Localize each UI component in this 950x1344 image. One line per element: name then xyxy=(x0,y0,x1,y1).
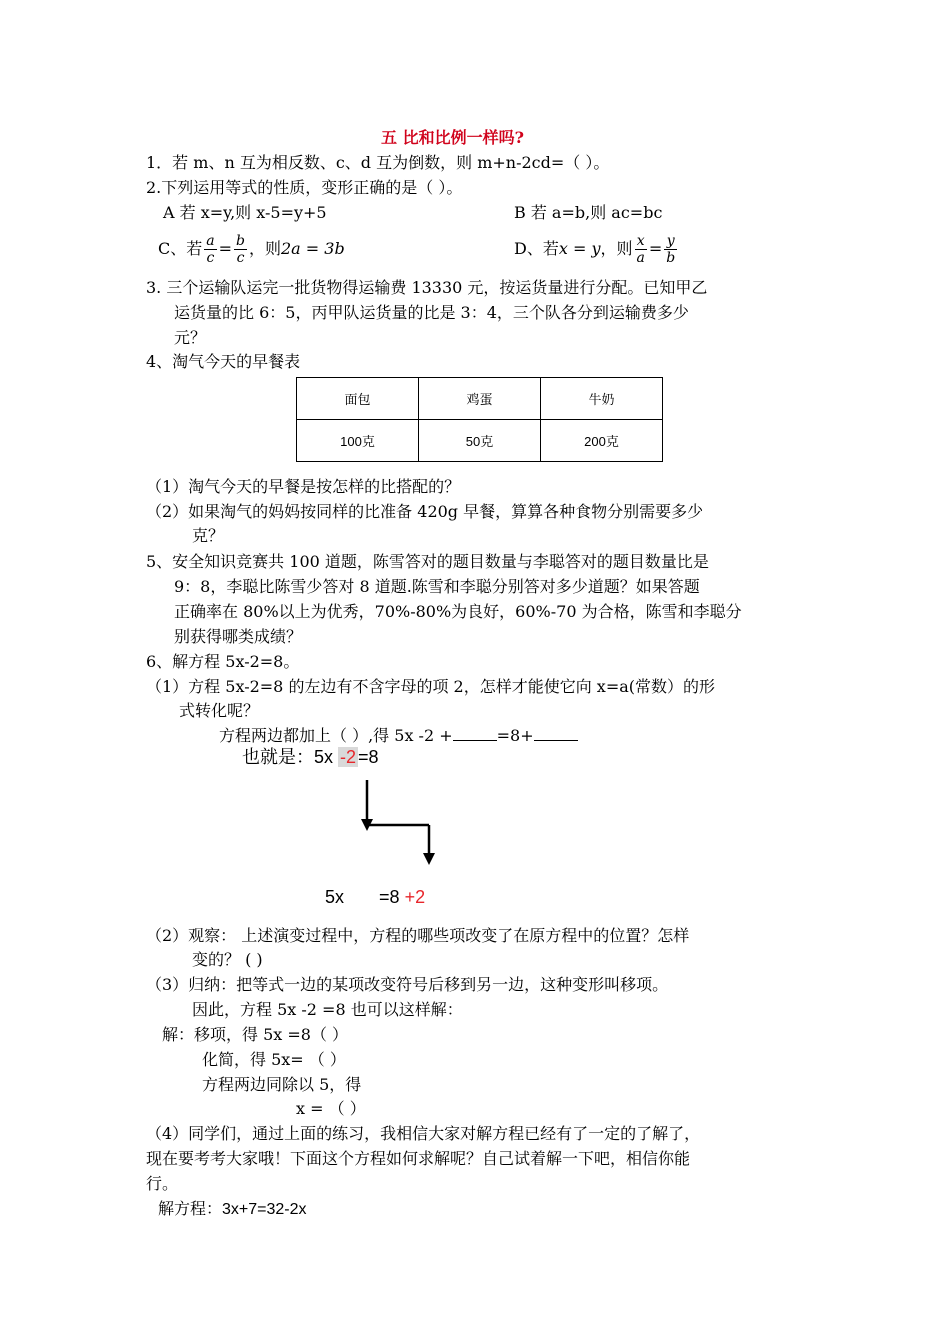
denominator: c xyxy=(236,250,245,266)
question-5-line-1: 5、安全知识竞赛共 100 道题，陈雪答对的题目数量与李聪答对的题目数量比是 xyxy=(146,552,709,571)
question-5-line-2: 9：8，李聪比陈雪少答对 8 道题.陈雪和李聪分别答对多少道题？如果答题 xyxy=(174,577,700,596)
numerator: b xyxy=(236,233,245,249)
question-3-line-3: 元？ xyxy=(174,328,207,347)
equation-right-side: =8 xyxy=(358,747,379,767)
question-4-sub-1: （1）淘气今天的早餐是按怎样的比搭配的？ xyxy=(146,477,461,496)
question-6-stem: 6、解方程 5x-2=8。 xyxy=(146,652,300,671)
table-row xyxy=(297,420,663,462)
question-6-part-1-line-2: 式转化呢？ xyxy=(179,701,260,720)
question-3-line-1: 3. 三个运输队运完一批货物得运输费 13330 元，按运货量进行分配。已知甲乙 xyxy=(146,278,708,297)
question-4-sub-2-line-1: （2）如果淘气的妈妈按同样的比准备 420g 早餐，算算各种食物分别需要多少 xyxy=(146,502,704,521)
equation-left-term: 也就是：5x xyxy=(242,747,334,767)
question-2-option-d xyxy=(514,229,679,269)
denominator: a xyxy=(636,250,645,266)
question-6-part-4-line-2: 现在要考考大家哦！下面这个方程如何求解呢？自己试着解一下吧，相信你能 xyxy=(146,1149,691,1168)
add-both-sides-equals: =8+ xyxy=(496,726,534,745)
fraction-a-over-c xyxy=(204,233,216,266)
question-6-part-1-line-1: （1）方程 5x-2=8 的左边有不含字母的项 2，怎样才能使它向 x=a(常数）的形 xyxy=(146,677,716,696)
fraction-x-over-a xyxy=(635,233,647,266)
question-2-option-c xyxy=(158,229,345,269)
question-2-option-a: A 若 x=y,则 x-5=y+5 xyxy=(163,203,327,222)
equation-after-transfer xyxy=(325,885,425,909)
moved-term: +2 xyxy=(404,887,426,907)
fraction-y-over-b xyxy=(664,233,677,266)
question-4-stem: 4、淘气今天的早餐表 xyxy=(146,352,301,371)
option-d-prefix: D、若 xyxy=(514,239,559,258)
solution-step-4: x = （ ） xyxy=(296,1099,366,1118)
solution-step-2: 化简，得 5x= （ ） xyxy=(202,1050,346,1069)
equals-sign: = xyxy=(218,239,233,258)
question-6-part-3-line-1: （3）归纳：把等式一边的某项改变符号后移到另一边，这种变形叫移项。 xyxy=(146,975,669,994)
option-d-condition: x = y xyxy=(558,239,601,258)
table-cell: 50克 xyxy=(419,420,541,462)
question-5-line-4: 别获得哪类成绩？ xyxy=(174,627,303,646)
question-1: 1．若 m、n 互为相反数、c、d 互为倒数，则 m+n-2cd=（ ）。 xyxy=(146,153,610,172)
page-title: 五 比和比例一样吗? xyxy=(381,128,524,147)
question-6-part-4-line-1: （4）同学们，通过上面的练习，我相信大家对解方程已经有了一定的了解了， xyxy=(146,1124,701,1143)
table-header-row xyxy=(297,378,663,420)
final-equation: 3x+7=32-2x xyxy=(222,1201,307,1218)
breakfast-table xyxy=(296,377,663,462)
add-both-sides-text: 方程两边都加上（ ）,得 5x -2 + xyxy=(219,726,453,745)
question-3-line-2: 运货量的比 6：5，丙甲队运货量的比是 3：4，三个队各分到运输费多少 xyxy=(174,303,689,322)
table-header-cell: 鸡蛋 xyxy=(419,378,541,420)
equation-right-side: =8 xyxy=(379,887,400,907)
equation-before-transfer xyxy=(242,745,379,769)
question-6-part-4-line-3: 行。 xyxy=(146,1174,179,1193)
table-header-cell: 面包 xyxy=(297,378,419,420)
equals-sign: = xyxy=(648,239,663,258)
table-cell: 200克 xyxy=(541,420,663,462)
table-cell: 100克 xyxy=(297,420,419,462)
numerator: a xyxy=(206,233,215,249)
answer-blank xyxy=(453,726,497,741)
denominator: b xyxy=(666,250,676,266)
moved-term-highlight: -2 xyxy=(340,747,357,767)
solution-step-1: 解：移项，得 5x =8（ ） xyxy=(162,1025,349,1044)
question-2-stem: 2.下列运用等式的性质，变形正确的是（ ）。 xyxy=(146,178,463,197)
option-d-mid: ，则 xyxy=(600,239,633,258)
question-5-line-3: 正确率在 80%以上为优秀，70%-80%为良好，60%-70 为合格，陈雪和李聪分 xyxy=(174,602,742,621)
table-header-cell: 牛奶 xyxy=(541,378,663,420)
equation-left-term: 5x xyxy=(325,887,345,907)
question-6-part-3-line-2: 因此，方程 5x -2 =8 也可以这样解： xyxy=(192,1000,463,1019)
transfer-arrow-diagram xyxy=(355,775,445,870)
fraction-b-over-c xyxy=(234,233,247,266)
arrow-head xyxy=(423,853,435,865)
option-c-result: 2a = 3b xyxy=(281,239,345,258)
final-equation-line xyxy=(158,1197,307,1222)
solution-step-3: 方程两边同除以 5，得 xyxy=(202,1075,362,1094)
question-4-sub-2-line-2: 克？ xyxy=(192,526,225,545)
answer-blank xyxy=(534,726,578,741)
numerator: x xyxy=(635,233,647,250)
final-equation-label: 解方程： xyxy=(158,1199,223,1218)
numerator: y xyxy=(664,233,677,250)
question-6-part-2-line-2: 变的？ ( ) xyxy=(192,950,263,969)
option-c-mid: ，则 xyxy=(248,239,281,258)
question-2-option-b: B 若 a=b,则 ac=bc xyxy=(514,203,663,222)
denominator: c xyxy=(206,250,215,266)
question-6-part-2-line-1: （2）观察： 上述演变过程中，方程的哪些项改变了在原方程中的位置？怎样 xyxy=(146,926,690,945)
option-c-prefix: C、若 xyxy=(158,239,203,258)
